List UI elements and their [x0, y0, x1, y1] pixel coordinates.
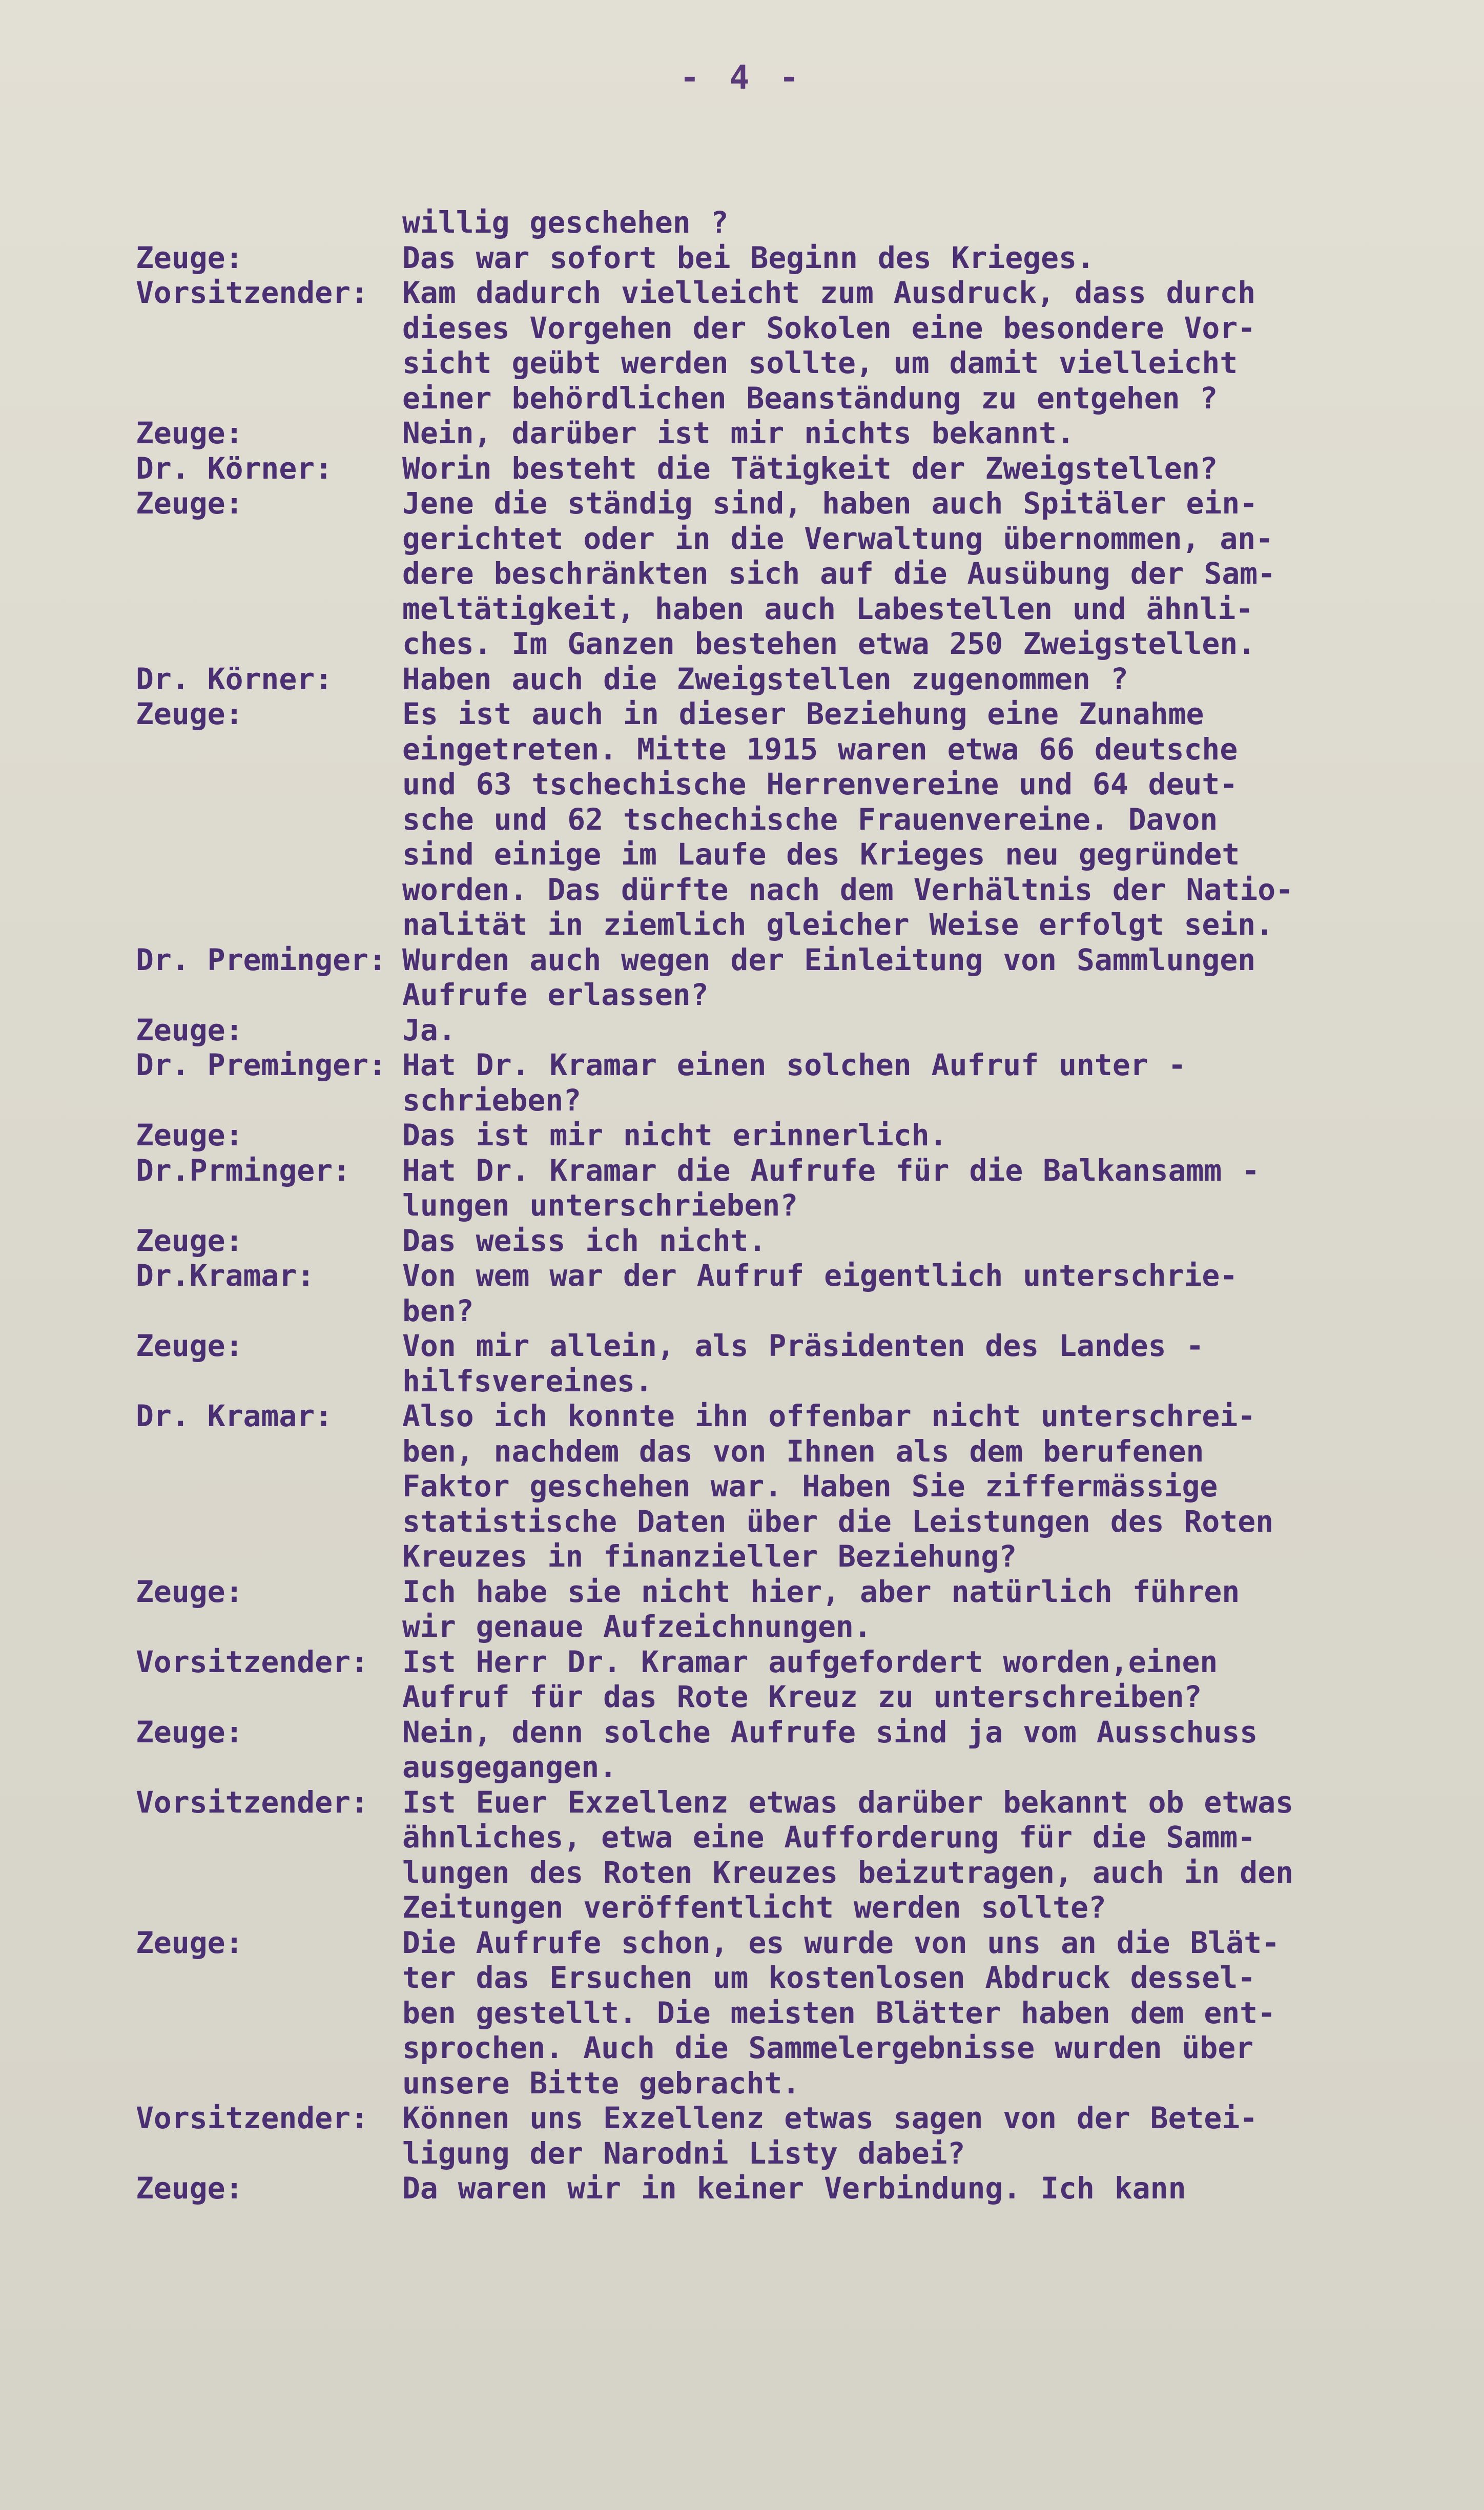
speech-text: Ist Herr Dr. Kramar aufgefordert worden,einen Aufruf für das Rote Kreuz zu unterschreiben? — [402, 1644, 1218, 1714]
transcript-entry — [136, 1644, 1448, 1715]
speech-text: willig geschehen ? — [402, 205, 729, 240]
speech-text: Hat Dr. Kramar die Aufrufe für die Balkansamm - lungen unterschrieben? — [402, 1153, 1260, 1223]
speaker-label: Zeuge: — [136, 1328, 243, 1363]
transcript-entry — [136, 486, 1448, 662]
speech-text: Das ist mir nicht erinnerlich. — [402, 1118, 947, 1153]
speech-text: Das weiss ich nicht. — [402, 1223, 767, 1258]
speech-text: Da waren wir in keiner Verbindung. Ich kann — [402, 2171, 1186, 2206]
transcript-entry — [136, 1258, 1448, 1328]
speaker-label: Vorsitzender: — [136, 1644, 368, 1679]
speaker-label: Dr. Körner: — [136, 661, 333, 696]
speech-text: Wurden auch wegen der Einleitung von Sammlungen Aufrufe erlassen? — [402, 942, 1256, 1012]
speech-text: Die Aufrufe schon, es wurde von uns an die Blät- ter das Ersuchen um kostenlosen Abdruck dessel- ben gestellt. Die meisten Blätter haben dem ent- sprochen. Auch die Sammelergebnisse wurden über unsere Bitte gebracht. — [402, 1925, 1280, 2101]
page-number: - 4 - — [679, 59, 805, 97]
transcript-entry — [136, 1925, 1448, 2101]
transcript-entry — [136, 275, 1448, 416]
speech-text: Das war sofort bei Beginn des Krieges. — [402, 240, 1095, 275]
speaker-label: Zeuge: — [136, 1714, 243, 1750]
speaker-label: Zeuge: — [136, 1012, 243, 1047]
speech-text: Hat Dr. Kramar einen solchen Aufruf unter - schrieben? — [402, 1047, 1186, 1118]
transcript-entry — [136, 1047, 1448, 1118]
speech-text: Jene die ständig sind, haben auch Spitäler ein- gerichtet oder in die Verwaltung übernommen, an- dere beschränkten sich auf die Ausübung der Sam- meltätigkeit, haben auch Labestellen und ähnli- ches. Im Ganzen bestehen etwa 250 Zweigstellen. — [402, 486, 1276, 661]
speaker-label: Vorsitzender: — [136, 275, 368, 310]
speaker-label: Dr. Preminger: — [136, 1047, 386, 1082]
speech-text: Ja. — [402, 1012, 456, 1047]
speaker-label: Zeuge: — [136, 1925, 243, 1960]
speaker-label: Dr. Körner: — [136, 450, 333, 486]
speaker-label: Zeuge: — [136, 1223, 243, 1258]
speaker-label: Vorsitzender: — [136, 1784, 368, 1820]
speaker-label — [136, 205, 402, 240]
transcript-entry — [136, 1013, 1448, 1048]
speech-text: Nein, denn solche Aufrufe sind ja vom Ausschuss ausgegangen. — [402, 1714, 1258, 1784]
transcript-entry — [136, 942, 1448, 1013]
speech-text: Von mir allein, als Präsidenten des Landes - hilfsvereines. — [402, 1328, 1204, 1398]
transcript-entry — [136, 1574, 1448, 1644]
speech-text: Es ist auch in dieser Beziehung eine Zunahme eingetreten. Mitte 1915 waren etwa 66 deutsche und 63 tschechische Herrenvereine und 64 deut- sche und 62 tschechische Frauenvereine. Davon sind einige im Laufe des Krieges neu gegründet worden. Das dürfte nach dem Verhältnis der Natio- nalität in ziemlich gleicher Weise erfolgt sein. — [402, 696, 1294, 942]
transcript-entry — [136, 1785, 1448, 1925]
speaker-label: Dr.Prminger: — [136, 1153, 351, 1188]
speech-text: Ich habe sie nicht hier, aber natürlich führen wir genaue Aufzeichnungen. — [402, 1574, 1240, 1644]
speaker-label: Zeuge: — [136, 2171, 243, 2206]
speech-text: Können uns Exzellenz etwas sagen von der Betei- ligung der Narodni Listy dabei? — [402, 2101, 1258, 2171]
transcript-entry — [136, 1715, 1448, 1785]
transcript-entry — [136, 2171, 1448, 2206]
speech-text: Worin besteht die Tätigkeit der Zweigstellen? — [402, 450, 1218, 486]
speech-text: Also ich konnte ihn offenbar nicht unterschrei- ben, nachdem das von Ihnen als dem berufenen Faktor geschehen war. Haben Sie ziffermässige statistische Daten über die Leistungen des Roten Kreuzes in finanzieller Beziehung? — [402, 1398, 1274, 1574]
transcript-body — [136, 205, 1448, 2206]
transcript-entry — [136, 1153, 1448, 1223]
speech-text: Nein, darüber ist mir nichts bekannt. — [402, 416, 1075, 450]
transcript-entry — [136, 2101, 1448, 2171]
speaker-label: Dr. Kramar: — [136, 1398, 333, 1433]
speaker-label: Zeuge: — [136, 696, 243, 731]
speaker-label: Zeuge: — [136, 486, 243, 521]
speaker-label: Zeuge: — [136, 416, 243, 450]
transcript-entry — [136, 1328, 1448, 1398]
speech-text: Ist Euer Exzellenz etwas darüber bekannt ob etwas ähnliches, etwa eine Aufforderung für die Samm- lungen des Roten Kreuzes beizutragen, auch in den Zeitungen veröffentlicht werden sollte? — [402, 1784, 1294, 1925]
transcript-entry — [136, 1398, 1448, 1574]
transcript-entry — [136, 416, 1448, 451]
speaker-label: Vorsitzender: — [136, 2101, 368, 2135]
speaker-label: Dr.Kramar: — [136, 1258, 315, 1293]
transcript-entry — [136, 240, 1448, 276]
speaker-label: Zeuge: — [136, 1574, 243, 1609]
transcript-entry — [136, 451, 1448, 486]
speech-text: Von wem war der Aufruf eigentlich unterschrie- ben? — [402, 1258, 1238, 1328]
speaker-label: Zeuge: — [136, 240, 243, 275]
speaker-label: Zeuge: — [136, 1118, 243, 1153]
transcript-entry — [136, 1118, 1448, 1153]
transcript-entry — [136, 205, 1448, 240]
transcript-entry — [136, 696, 1448, 942]
transcript-entry — [136, 662, 1448, 697]
speech-text: Kam dadurch vielleicht zum Ausdruck, dass durch dieses Vorgehen der Sokolen eine besondere Vor- sicht geübt werden sollte, um damit vielleicht einer behördlichen Beanständung zu entgehen ? — [402, 275, 1256, 416]
speaker-label: Dr. Preminger: — [136, 942, 386, 977]
speech-text: Haben auch die Zweigstellen zugenommen ? — [402, 661, 1128, 696]
transcript-entry — [136, 1223, 1448, 1259]
